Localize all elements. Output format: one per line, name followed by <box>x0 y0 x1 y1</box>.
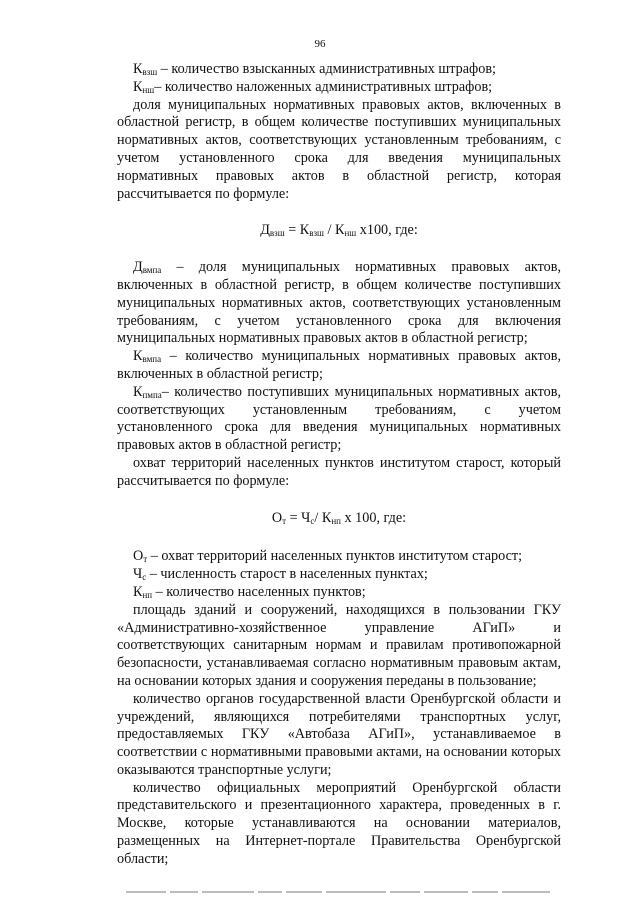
paragraph <box>117 602 561 691</box>
text-run: доля муниципальных нормативных правовых актов, включенных в областной регистр, в общем количестве поступивших муниципальных нормативных актов, соответствующих установленным требованиям, с учетом установленного срока для введения муниципальных нормативных правовых актов в областной регистр, которая рассчитывается по формуле: <box>117 96 561 202</box>
text-run: Ч <box>133 566 143 583</box>
text-run: / К <box>314 509 332 526</box>
text-run: х100, где: <box>356 222 418 239</box>
vertical-gap <box>117 527 561 548</box>
subscript-text: вмпа <box>142 265 162 276</box>
text-run: – количество наложенных административных штрафов; <box>154 78 493 95</box>
footer-scan-artifact <box>126 883 626 895</box>
text-run: = Ч <box>286 509 311 526</box>
subscript-text: с <box>142 572 147 583</box>
text-run: К <box>133 78 143 95</box>
formula-line <box>117 510 561 528</box>
text-run: К <box>133 61 143 77</box>
text-run: О <box>271 509 283 526</box>
text-run: – охват территорий населенных пунктов институтом старост; <box>147 548 523 565</box>
subscript-text: нп <box>331 515 341 526</box>
subscript-text: пмпа <box>142 389 162 400</box>
text-run: Д <box>260 222 270 239</box>
text-run: Д <box>133 259 143 276</box>
text-run: К <box>133 348 143 365</box>
subscript-text: т <box>282 515 287 526</box>
text-run: – количество населенных пунктов; <box>152 583 366 600</box>
subscript-text: взш <box>269 228 285 239</box>
text-run: К <box>133 383 143 400</box>
paragraph <box>117 348 561 384</box>
subscript-text: т <box>143 554 148 565</box>
paragraph <box>117 548 561 566</box>
subscript-text: нш <box>142 84 155 95</box>
text-run: О <box>133 548 144 565</box>
text-run: – доля муниципальных нормативных правовых актов, включенных в областной регистр, в общем количестве поступивших муниципальных нормативных актов, соответствующих установленным требованиям, с учетом установленного срока для включения муниципальных нормативных правовых актов в областной регистр; <box>117 259 561 347</box>
paragraph <box>117 780 561 869</box>
text-run: количество официальных мероприятий Оренбургской области представительского и презентационного характера, проведенных в г. Москве, которые устанавливаются на основании материалов, размещенных на Интернет-портале Правительства Оренбургской области; <box>117 779 561 867</box>
vertical-gap <box>117 240 561 259</box>
text-run: площадь зданий и сооружений, находящихся в пользовании ГКУ «Административно-хозяйственное управление АГиП» и соответствующих санитарным нормам и правилам противопожарной безопасности, устанавливаемая согласно нормативным правовым актам, на основании которых здания и сооружения переданы в пользование; <box>117 601 561 689</box>
text-run: охват территорий населенных пунктов институтом старост, который рассчитывается по формуле: <box>117 454 561 489</box>
subscript-text: нп <box>142 589 153 600</box>
text-run: – численность старост в населенных пунктах; <box>146 566 428 583</box>
vertical-gap <box>117 203 561 222</box>
page-number: 96 <box>314 38 326 50</box>
paragraph <box>117 566 561 584</box>
paragraph <box>117 79 561 97</box>
paragraph <box>117 584 561 602</box>
vertical-gap <box>117 491 561 510</box>
text-run: – количество взысканных административных штрафов; <box>157 61 496 77</box>
paragraph <box>117 61 561 79</box>
subscript-text: взш <box>142 67 158 77</box>
subscript-text: нш <box>344 228 357 239</box>
document-body <box>117 61 561 869</box>
paragraph <box>117 384 561 455</box>
text-run: – количество муниципальных нормативных правовых актов, включенных в областной регистр; <box>117 348 561 382</box>
text-run: х 100, где: <box>340 509 407 526</box>
text-run: количество органов государственной власти Оренбургской области и учреждений, являющихся потребителями транспортных услуг, предоставляемых ГКУ «Автобаза АГиП», устанавливаемое в соответствии с нормативными правовыми актами, на основании которых оказываются транспортные услуги; <box>117 690 561 778</box>
text-run: К <box>133 583 143 600</box>
paragraph <box>117 455 561 491</box>
paragraph <box>117 97 561 204</box>
paragraph <box>117 691 561 780</box>
text-run: / К <box>323 222 345 239</box>
subscript-text: взш <box>309 228 324 239</box>
subscript-text: вмпа <box>142 354 162 365</box>
text-run: – количество поступивших муниципальных нормативных актов, соответствующих установленным требованиям, с учетом установленного срока для введения муниципальных нормативных правовых актов в областной регистр; <box>117 383 561 454</box>
text-run: = К <box>284 222 310 239</box>
subscript-text: с <box>310 515 315 526</box>
paragraph <box>117 259 561 348</box>
formula-line <box>117 222 561 240</box>
